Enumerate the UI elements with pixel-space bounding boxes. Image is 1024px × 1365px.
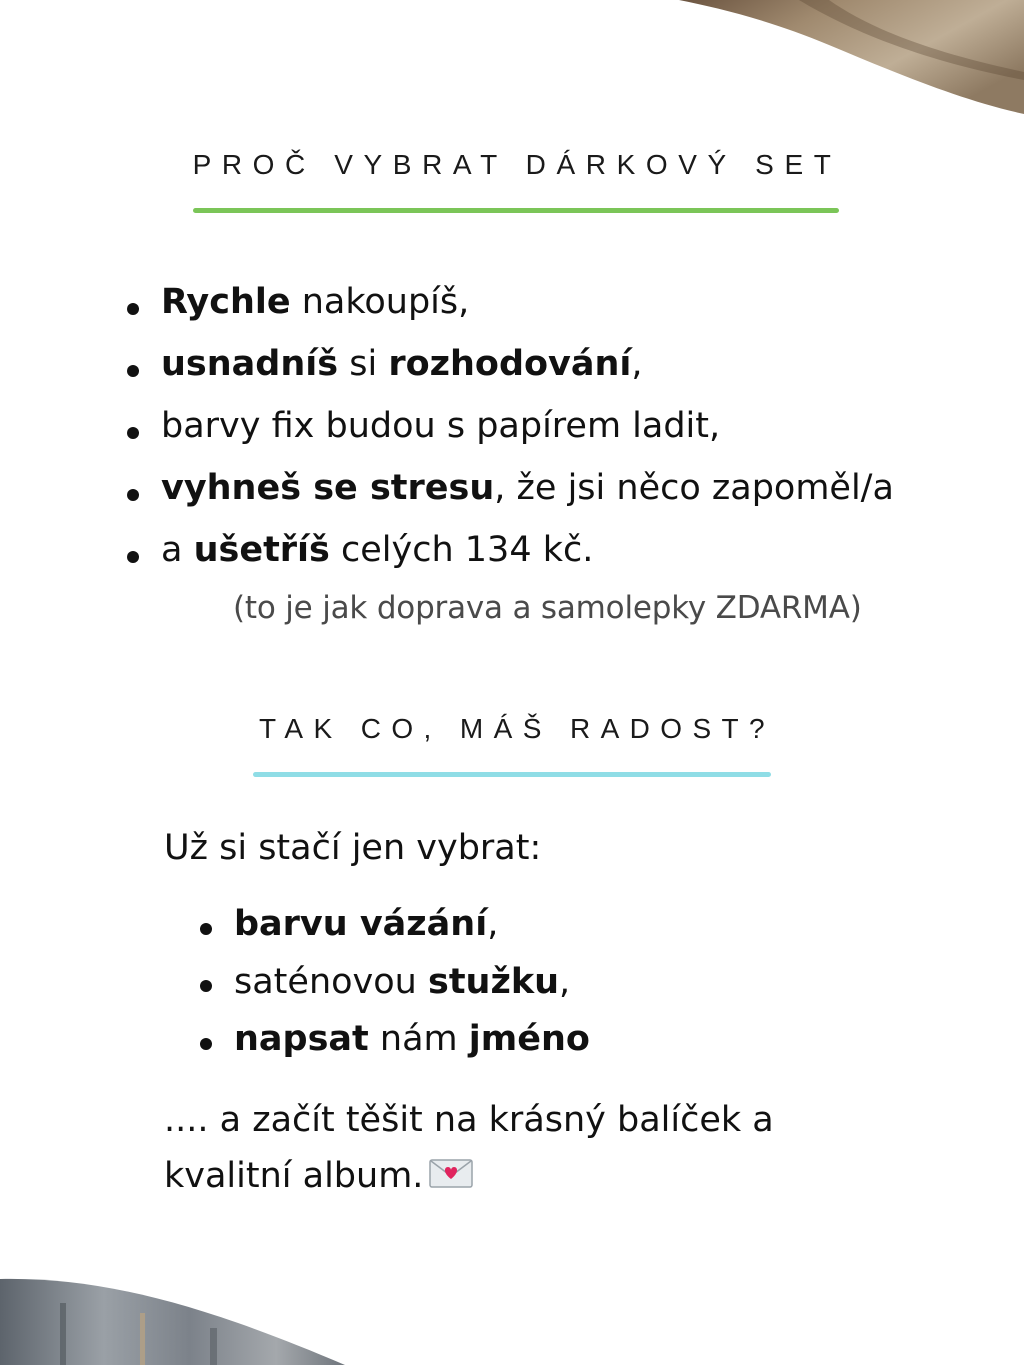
list-item: a ušetříš celých 134 kč. bbox=[125, 524, 894, 586]
list-item: napsat nám jméno bbox=[198, 1013, 590, 1071]
benefits-list bbox=[125, 276, 894, 586]
list-item: usnadníš si rozhodování, bbox=[125, 338, 894, 400]
love-letter-icon bbox=[429, 1157, 473, 1189]
list-item: barvy fix budou s papírem ladit, bbox=[125, 400, 894, 462]
list-item: vyhneš se stresu, že jsi něco zapoměl/a bbox=[125, 462, 894, 524]
list-item: barvu vázání, bbox=[198, 898, 590, 956]
section-heading-why-gift-set: PROČ VYBRAT DÁRKOVÝ SET bbox=[192, 149, 842, 180]
decorative-photo-corner-top bbox=[679, 0, 1024, 118]
savings-note: (to je jak doprava a samolepky ZDARMA) bbox=[233, 590, 862, 626]
choices-list bbox=[198, 898, 590, 1071]
heading-underline-green bbox=[193, 208, 839, 213]
list-item: Rychle nakoupíš, bbox=[125, 276, 894, 338]
choose-intro-text: Už si stačí jen vybrat: bbox=[164, 828, 542, 868]
heading-underline-cyan bbox=[253, 772, 771, 777]
list-item: saténovou stužku, bbox=[198, 956, 590, 1014]
section-heading-are-you-happy: TAK CO, MÁŠ RADOST? bbox=[258, 713, 776, 744]
decorative-photo-corner-bottom bbox=[0, 1273, 345, 1365]
closing-text-line-2: kvalitní album. bbox=[164, 1156, 473, 1196]
closing-text-line-1: .... a začít těšit na krásný balíček a bbox=[164, 1100, 774, 1140]
